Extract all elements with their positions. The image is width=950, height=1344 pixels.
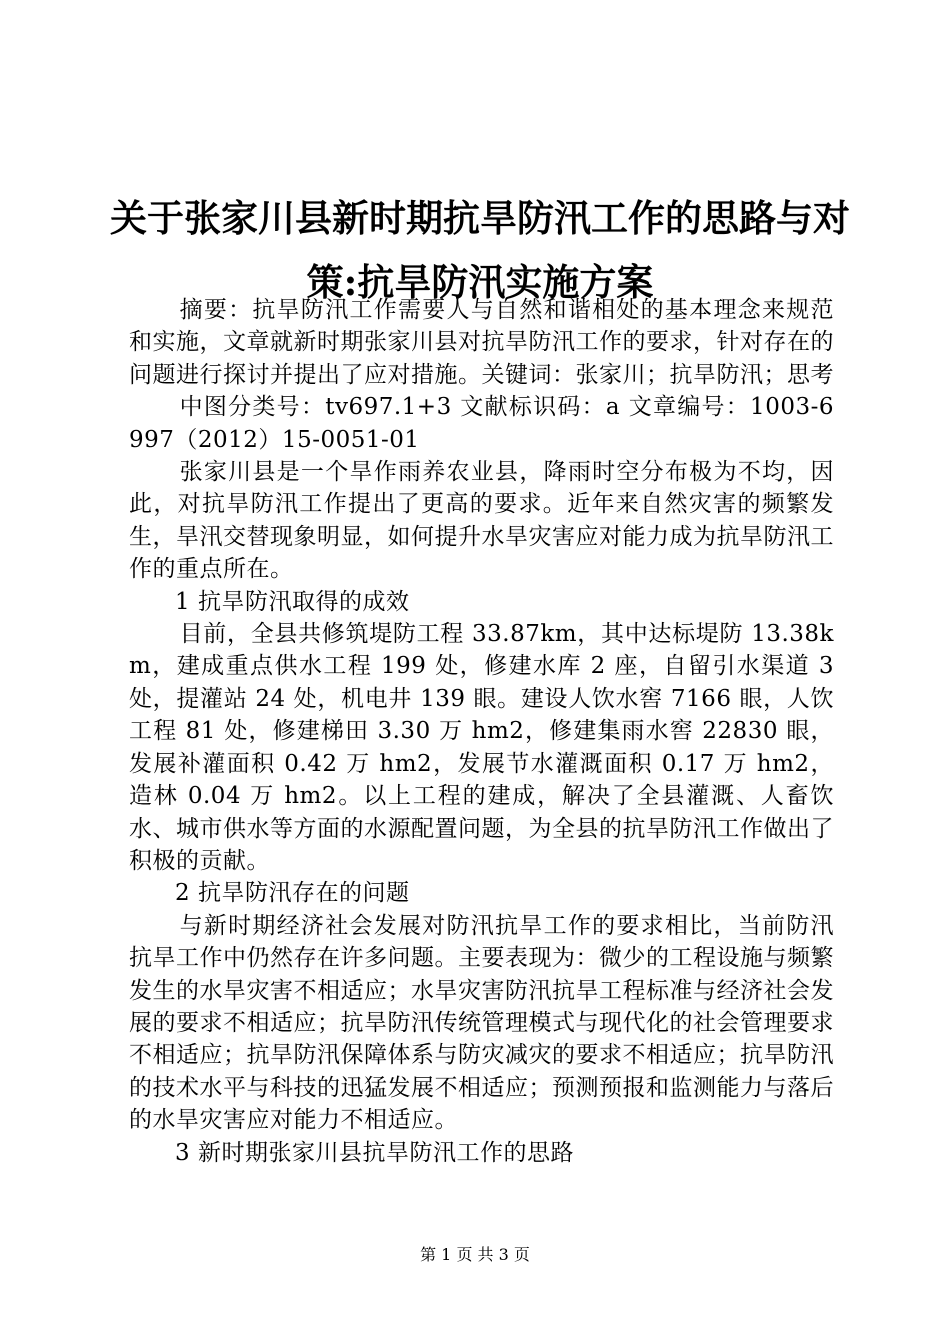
section-heading-2: 2 抗旱防汛存在的问题 xyxy=(175,880,410,907)
page-footer: 第 1 页 共 3 页 xyxy=(420,1245,530,1264)
document-body xyxy=(129,294,834,1169)
classification-paragraph: 中图分类号：tv697.1+3 文献标识码：a 文章编号：1003-6997（2012）15-0051-01 xyxy=(129,394,834,453)
problems-paragraph: 与新时期经济社会发展对防汛抗旱工作的要求相比，当前防汛抗旱工作中仍然存在许多问题。主要表现为：微少的工程设施与频繁发生的水旱灾害不相适应；水旱灾害防汛抗旱工程标准与经济社会发展的要求不相适应；抗旱防汛传统管理模式与现代化的社会管理要求不相适应；抗旱防汛保障体系与防灾减灾的要求不相适应；抗旱防汛的技术水平与科技的迅猛发展不相适应；预测预报和监测能力与落后的水旱灾害应对能力不相适应。 xyxy=(129,912,834,1134)
section-heading-3: 3 新时期张家川县抗旱防汛工作的思路 xyxy=(175,1139,574,1166)
section-heading-1: 1 抗旱防汛取得的成效 xyxy=(175,588,410,615)
abstract-paragraph: 摘要：抗旱防汛工作需要人与自然和谐相处的基本理念来规范和实施，文章就新时期张家川县对抗旱防汛工作的要求，针对存在的问题进行探讨并提出了应对措施。关键词：张家川；抗旱防汛；思考 xyxy=(129,297,834,388)
document-title: 关于张家川县新时期抗旱防汛工作的思路与对策:抗旱防汛实施方案 xyxy=(110,196,850,304)
intro-paragraph: 张家川县是一个旱作雨养农业县，降雨时空分布极为不均，因此，对抗旱防汛工作提出了更高的要求。近年来自然灾害的频繁发生，旱汛交替现象明显，如何提升水旱灾害应对能力成为抗旱防汛工作的重点所在。 xyxy=(129,459,834,583)
achievements-paragraph: 目前，全县共修筑堤防工程 33.87km，其中达标堤防 13.38km，建成重点供水工程 199 处，修建水库 2 座，自留引水渠道 3 处，提灌站 24 处，机电井 139 眼。建设人饮水窖 7166 眼，人饮工程 81 处，修建梯田 3.30 万 hm2，修建集雨水窖 22830 眼，发展补灌面积 0.42 万 hm2，发展节水灌溉面积 0.17 万 hm2，造林 0.04 万 hm2。以上工程的建成，解决了全县灌溉、人畜饮水、城市供水等方面的水源配置问题，为全县的抗旱防汛工作做出了积极的贡献。 xyxy=(129,621,834,874)
